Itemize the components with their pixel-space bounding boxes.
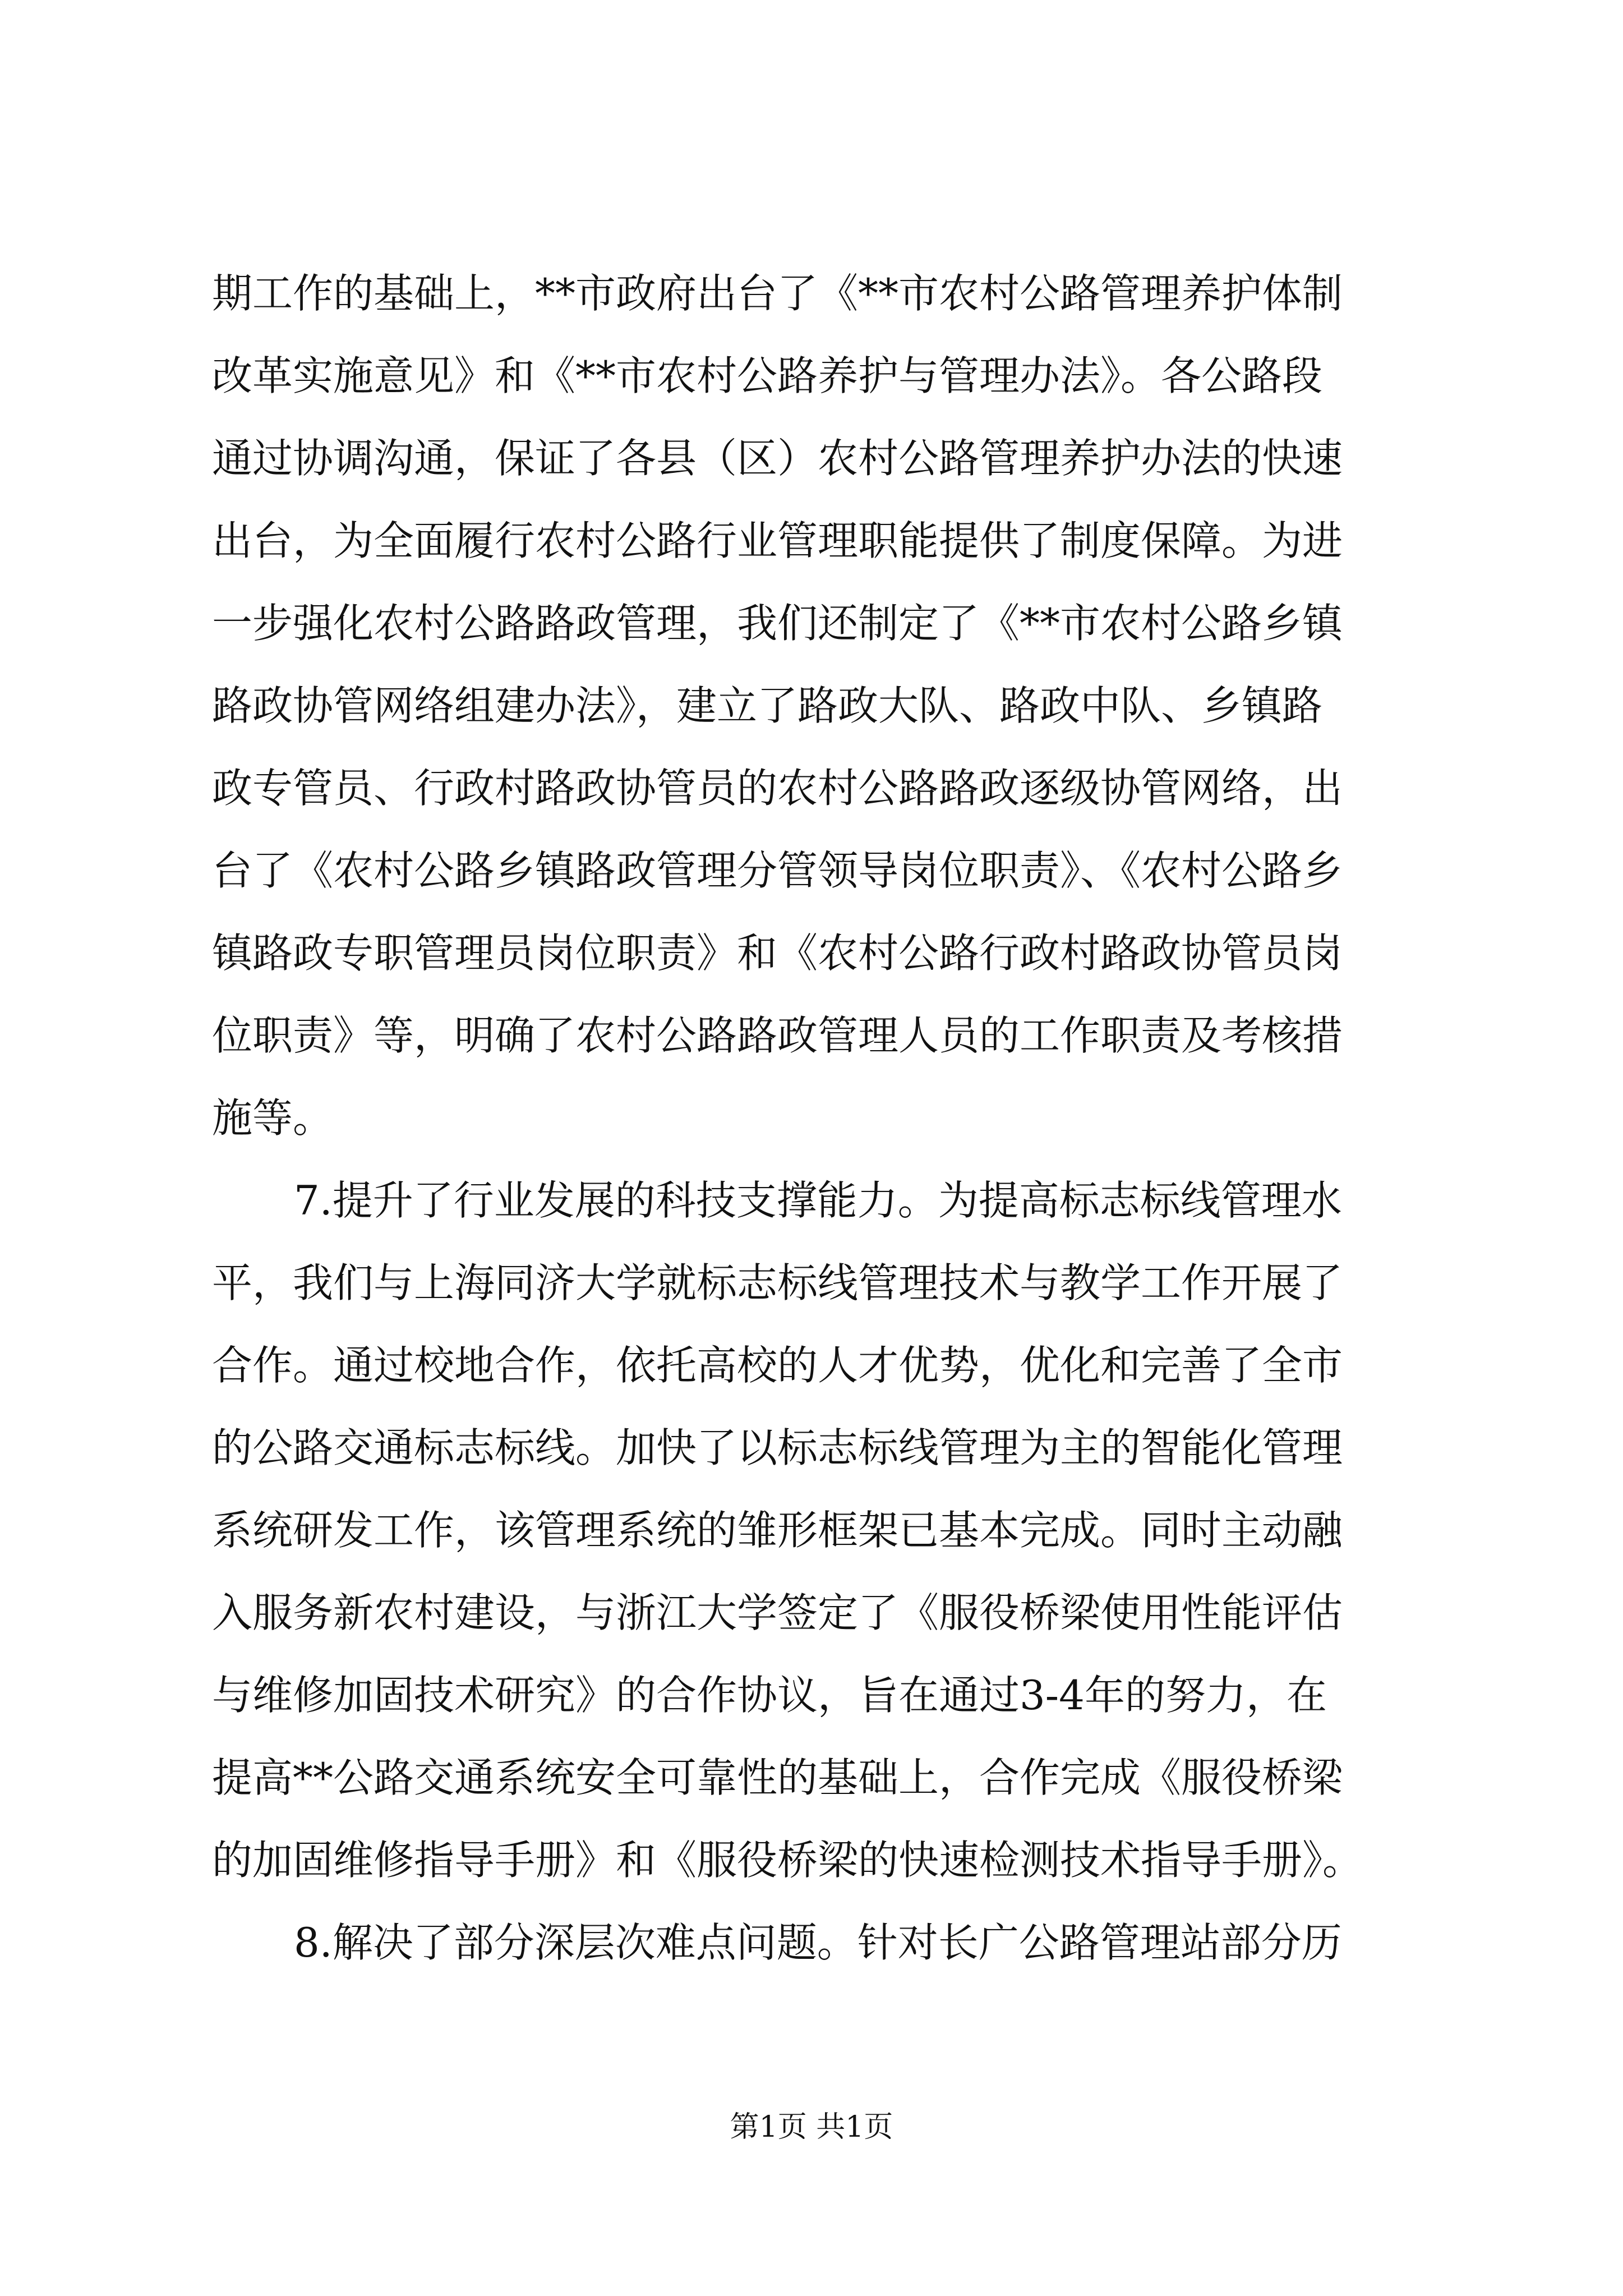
text-line: 的公路交通标志标线。加快了以标志标线管理为主的智能化管理 [212, 1424, 1343, 1471]
text-line: 位职责》等，明确了农村公路路政管理人员的工作职责及考核措 [212, 1012, 1343, 1059]
text-line: 台了《农村公路乡镇路政管理分管领导岗位职责》、《农村公路乡 [212, 847, 1343, 894]
text-line: 通过协调沟通，保证了各县（区）农村公路管理养护办法的快速 [212, 435, 1343, 482]
text-line: 入服务新农村建设，与浙江大学签定了《服役桥梁使用性能评估 [212, 1589, 1343, 1636]
text-line: 政专管员、行政村路政协管员的农村公路路政逐级协管网络，出 [212, 765, 1343, 812]
paragraph-first-line: 8.解决了部分深层次难点问题。针对长广公路管理站部分历 [294, 1919, 1342, 1966]
text-line: 合作。通过校地合作，依托高校的人才优势，优化和完善了全市 [212, 1342, 1343, 1389]
paragraph-first-line: 7.提升了行业发展的科技支撑能力。为提高标志标线管理水 [294, 1177, 1342, 1224]
text-line: 的加固维修指导手册》和《服役桥梁的快速检测技术指导手册》。 [212, 1837, 1363, 1884]
text-line: 改革实施意见》和《**市农村公路养护与管理办法》。各公路段 [212, 352, 1323, 399]
text-line: 施等。 [212, 1094, 334, 1142]
text-line: 期工作的基础上，**市政府出台了《**市农村公路管理养护体制 [212, 270, 1343, 317]
page-footer [0, 2105, 1623, 2150]
text-line: 出台，为全面履行农村公路行业管理职能提供了制度保障。为进 [212, 517, 1343, 564]
text-line: 平，我们与上海同济大学就标志标线管理技术与教学工作开展了 [212, 1259, 1343, 1306]
page-number-label: 第1页 共1页 [730, 2110, 893, 2144]
text-line: 与维修加固技术研究》的合作协议，旨在通过3-4年的努力，在 [212, 1672, 1327, 1719]
text-line: 系统研发工作，该管理系统的雏形框架已基本完成。同时主动融 [212, 1507, 1343, 1554]
text-line: 镇路政专职管理员岗位职责》和《农村公路行政村路政协管员岗 [212, 930, 1343, 977]
text-line: 一步强化农村公路路政管理，我们还制定了《**市农村公路乡镇 [212, 600, 1343, 647]
document-body [212, 252, 1418, 1984]
text-line: 提高**公路交通系统安全可靠性的基础上，合作完成《服役桥梁 [212, 1754, 1343, 1801]
text-line: 路政协管网络组建办法》，建立了路政大队、路政中队、乡镇路 [212, 682, 1323, 729]
